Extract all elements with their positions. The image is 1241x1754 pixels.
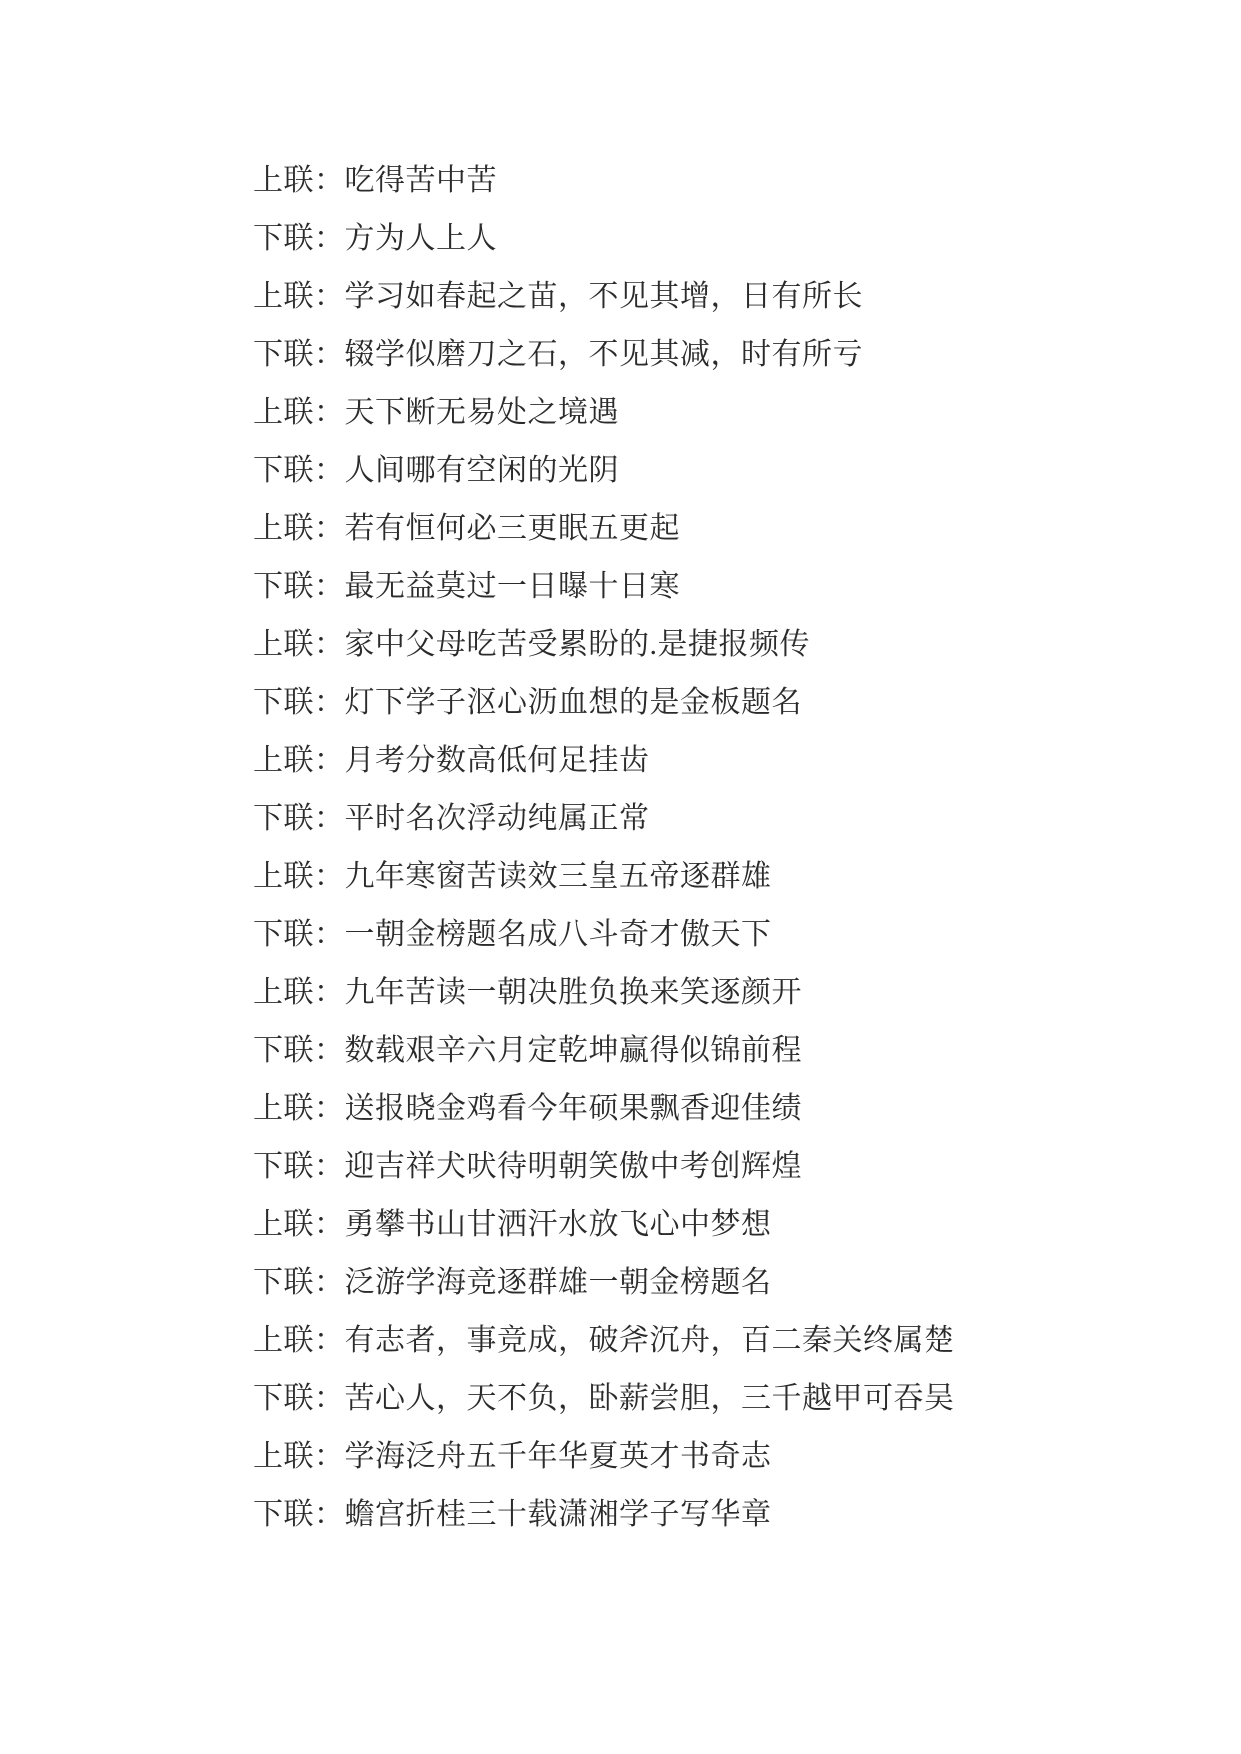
couplet-text: 辍学似磨刀之石，不见其减，时有所亏 xyxy=(344,338,863,371)
couplet-line xyxy=(253,1138,1141,1196)
couplet-label: 下联： xyxy=(253,338,345,371)
couplet-line xyxy=(253,442,1141,500)
couplet-text: 九年寒窗苦读效三皇五帝逐群雄 xyxy=(344,860,772,893)
couplet-line xyxy=(253,1254,1141,1312)
couplet-line xyxy=(253,384,1141,442)
couplet-line xyxy=(253,790,1141,848)
couplet-text: 人间哪有空闲的光阴 xyxy=(344,454,619,487)
couplet-line xyxy=(253,326,1141,384)
couplet-text: 送报晓金鸡看今年硕果飘香迎佳绩 xyxy=(344,1092,802,1125)
couplet-line xyxy=(253,1312,1141,1370)
couplet-line xyxy=(253,1370,1141,1428)
couplet-text: 最无益莫过一日曝十日寒 xyxy=(344,570,680,603)
couplet-text: 学海泛舟五千年华夏英才书奇志 xyxy=(344,1440,772,1473)
couplet-label: 下联： xyxy=(253,802,345,835)
couplet-text: 苦心人，天不负，卧薪尝胆，三千越甲可吞吴 xyxy=(344,1382,955,1415)
couplet-label: 上联： xyxy=(253,860,345,893)
couplet-label: 下联： xyxy=(253,570,345,603)
couplet-line xyxy=(253,558,1141,616)
couplet-line xyxy=(253,500,1141,558)
couplet-line xyxy=(253,1022,1141,1080)
couplet-label: 上联： xyxy=(253,976,345,1009)
couplet-text: 一朝金榜题名成八斗奇才傲天下 xyxy=(344,918,772,951)
couplet-line xyxy=(253,906,1141,964)
couplet-text: 学习如春起之苗，不见其增，日有所长 xyxy=(344,280,863,313)
couplet-label: 下联： xyxy=(253,1034,345,1067)
couplet-text: 天下断无易处之境遇 xyxy=(344,396,619,429)
couplet-text: 有志者，事竞成，破斧沉舟，百二秦关终属楚 xyxy=(344,1324,955,1357)
couplet-line xyxy=(253,210,1141,268)
couplet-label: 上联： xyxy=(253,1092,345,1125)
couplet-label: 上联： xyxy=(253,396,345,429)
couplet-text: 方为人上人 xyxy=(344,222,497,255)
couplet-label: 下联： xyxy=(253,454,345,487)
couplet-text: 迎吉祥犬吠待明朝笑傲中考创辉煌 xyxy=(344,1150,802,1183)
couplet-line xyxy=(253,616,1141,674)
couplet-label: 上联： xyxy=(253,164,345,197)
couplet-line xyxy=(253,152,1141,210)
couplet-text: 数载艰辛六月定乾坤赢得似锦前程 xyxy=(344,1034,802,1067)
couplet-text: 灯下学子沤心沥血想的是金板题名 xyxy=(344,686,802,719)
couplet-label: 下联： xyxy=(253,222,345,255)
couplet-line xyxy=(253,268,1141,326)
couplet-line xyxy=(253,1196,1141,1254)
couplet-line xyxy=(253,848,1141,906)
couplet-label: 上联： xyxy=(253,512,345,545)
couplet-text: 月考分数高低何足挂齿 xyxy=(344,744,650,777)
couplet-label: 上联： xyxy=(253,1324,345,1357)
couplet-text: 家中父母吃苦受累盼的.是捷报频传 xyxy=(344,628,810,661)
couplet-line xyxy=(253,732,1141,790)
couplet-label: 上联： xyxy=(253,744,345,777)
couplet-label: 上联： xyxy=(253,1208,345,1241)
couplet-text: 吃得苦中苦 xyxy=(344,164,497,197)
couplet-line xyxy=(253,964,1141,1022)
couplet-line xyxy=(253,1080,1141,1138)
couplet-text: 泛游学海竞逐群雄一朝金榜题名 xyxy=(344,1266,772,1299)
couplet-label: 下联： xyxy=(253,918,345,951)
couplet-label: 上联： xyxy=(253,628,345,661)
couplet-line xyxy=(253,1486,1141,1544)
couplet-list xyxy=(253,152,1141,1544)
couplet-label: 下联： xyxy=(253,1150,345,1183)
couplet-label: 下联： xyxy=(253,1266,345,1299)
couplet-text: 勇攀书山甘洒汗水放飞心中梦想 xyxy=(344,1208,772,1241)
couplet-label: 上联： xyxy=(253,280,345,313)
couplet-label: 下联： xyxy=(253,686,345,719)
couplet-line xyxy=(253,674,1141,732)
couplet-label: 下联： xyxy=(253,1498,345,1531)
couplet-text: 平时名次浮动纯属正常 xyxy=(344,802,650,835)
couplet-text: 九年苦读一朝决胜负换来笑逐颜开 xyxy=(344,976,802,1009)
couplet-label: 下联： xyxy=(253,1382,345,1415)
couplet-text: 蟾宫折桂三十载潇湘学子写华章 xyxy=(344,1498,772,1531)
couplet-text: 若有恒何必三更眠五更起 xyxy=(344,512,680,545)
couplet-label: 上联： xyxy=(253,1440,345,1473)
couplet-line xyxy=(253,1428,1141,1486)
